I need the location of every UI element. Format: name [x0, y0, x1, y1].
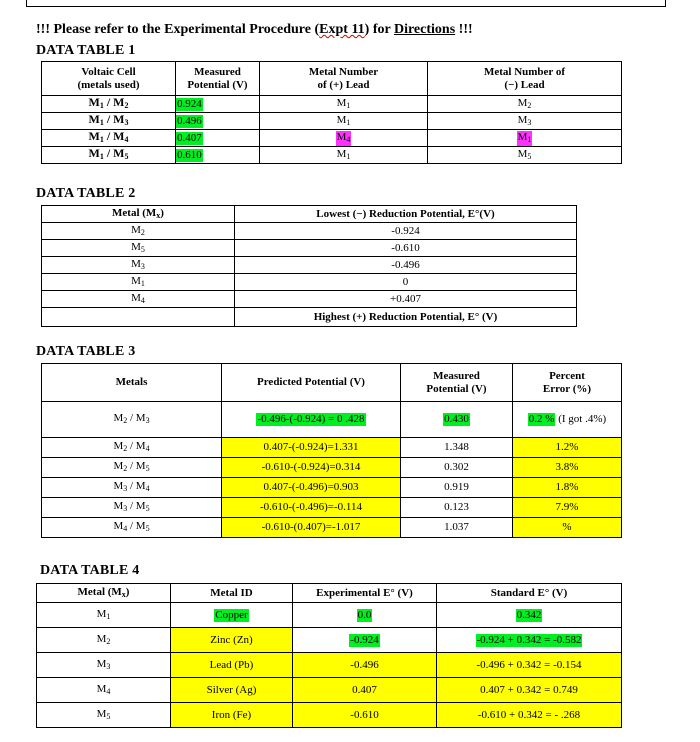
table3-header-row [42, 364, 622, 402]
t3-metals: $M_2 / M_3$ [42, 402, 222, 438]
t4-std: -0.924 + 0.342 = -0.582 [437, 628, 622, 653]
t4-std: -0.496 + 0.342 = -0.154 [437, 653, 622, 678]
t3-measured: 0.123 [401, 498, 513, 518]
t4-std: 0.407 + 0.342 = 0.749 [437, 678, 622, 703]
table-row [42, 257, 577, 274]
t2-footer-highest: Highest (+) Reduction Potential, E° (V) [235, 308, 577, 327]
table1-heading: DATA TABLE 1 [36, 43, 136, 58]
table-row [42, 402, 622, 438]
t1-cell: $M_1 / M_4$ [42, 130, 176, 147]
t3-error: 1.8% [513, 478, 622, 498]
table1-header-row [42, 62, 622, 96]
t3-predicted: -0.610-(-0.924)=0.314 [222, 458, 401, 478]
t4-metal: $M_1$ [37, 603, 171, 628]
table-row [42, 130, 622, 147]
t2-metal: $M_3$ [42, 257, 235, 274]
t3-metals: $M_3 / M_5$ [42, 498, 222, 518]
t4-id: Lead (Pb) [171, 653, 293, 678]
t1-pos: $M_1$ [260, 96, 428, 113]
t4-std: -0.610 + 0.342 = - .268 [437, 703, 622, 728]
t3-header-metals: Metals [42, 364, 222, 402]
t3-header-measured: Measured Potential (V) [401, 364, 513, 402]
top-border [26, 0, 666, 7]
t1-header-pos: Metal Number of (+) Lead [260, 62, 428, 96]
t4-id: Iron (Fe) [171, 703, 293, 728]
t3-error: 3.8% [513, 458, 622, 478]
t2-value: 0 [235, 274, 577, 291]
data-table-1 [41, 61, 622, 164]
t4-header-exp: Experimental E° (V) [293, 584, 437, 603]
t4-std: 0.342 [437, 603, 622, 628]
t1-cell: $M_1 / M_2$ [42, 96, 176, 113]
t4-metal: $M_5$ [37, 703, 171, 728]
title-expt: Expt 11 [319, 22, 365, 37]
table-row [42, 518, 622, 538]
t2-metal: $M_5$ [42, 240, 235, 257]
t1-header-cell: Voltaic Cell (metals used) [42, 62, 176, 96]
table-row [42, 113, 622, 130]
t4-exp: -0.924 [293, 628, 437, 653]
t4-id: Zinc (Zn) [171, 628, 293, 653]
title-text-end: !!! [455, 22, 473, 37]
t3-measured: 1.037 [401, 518, 513, 538]
t1-header-neg: Metal Number of (−) Lead [428, 62, 622, 96]
t3-metals: $M_2 / M_5$ [42, 458, 222, 478]
t3-error: 7.9% [513, 498, 622, 518]
data-table-3 [41, 363, 622, 538]
table2-header-row [42, 206, 577, 223]
t2-value: -0.924 [235, 223, 577, 240]
t4-id: Silver (Ag) [171, 678, 293, 703]
t4-id: Copper [171, 603, 293, 628]
table4-header-row [37, 584, 622, 603]
t3-measured: 0.430 [401, 402, 513, 438]
t4-exp: 0.407 [293, 678, 437, 703]
t1-neg: $M_3$ [428, 113, 622, 130]
t3-measured: 1.348 [401, 438, 513, 458]
table2-heading: DATA TABLE 2 [36, 186, 136, 201]
t1-pos: $M_4$ [260, 130, 428, 147]
t2-footer-empty [42, 308, 235, 327]
page-title [36, 22, 473, 38]
t2-metal: $M_4$ [42, 291, 235, 308]
t1-pot: 0.407 [176, 130, 260, 147]
t3-predicted: -0.610-(0.407)=-1.017 [222, 518, 401, 538]
t3-measured: 0.302 [401, 458, 513, 478]
table-row [42, 498, 622, 518]
t3-predicted: -0.496-(-0.924) = 0 .428 [222, 402, 401, 438]
t4-metal: $M_2$ [37, 628, 171, 653]
table-row [42, 458, 622, 478]
t3-metals: $M_4 / M_5$ [42, 518, 222, 538]
t1-neg: $M_1$ [428, 130, 622, 147]
t1-cell: $M_1 / M_5$ [42, 147, 176, 164]
t3-predicted: 0.407-(-0.496)=0.903 [222, 478, 401, 498]
t1-pot: 0.610 [176, 147, 260, 164]
t3-error: 0.2 % (I got .4%) [513, 402, 622, 438]
t4-header-std: Standard E° (V) [437, 584, 622, 603]
t3-error: % [513, 518, 622, 538]
t3-header-error: Percent Error (%) [513, 364, 622, 402]
table2-footer-row [42, 308, 577, 327]
t2-header-metal: Metal $(M_x)$ [42, 206, 235, 223]
t4-exp: 0.0 [293, 603, 437, 628]
t4-exp: -0.610 [293, 703, 437, 728]
data-table-4 [36, 583, 622, 728]
table-row [37, 653, 622, 678]
table-row [42, 240, 577, 257]
t2-value: -0.496 [235, 257, 577, 274]
t4-metal: $M_3$ [37, 653, 171, 678]
title-text: !!! Please refer to the Experimental Procedure ( [36, 22, 320, 37]
t4-header-metal: Metal $(M_x)$ [37, 584, 171, 603]
t2-header-lowest: Lowest (−) Reduction Potential, E°(V) [235, 206, 577, 223]
table-row [37, 603, 622, 628]
t1-pot: 0.496 [176, 113, 260, 130]
table-row [42, 147, 622, 164]
table-row [42, 438, 622, 458]
t1-neg: $M_2$ [428, 96, 622, 113]
table-row [37, 703, 622, 728]
t3-metals: $M_2 / M_4$ [42, 438, 222, 458]
t1-pos: $M_1$ [260, 147, 428, 164]
t1-header-potential: Measured Potential (V) [176, 62, 260, 96]
t3-error: 1.2% [513, 438, 622, 458]
t2-value: +0.407 [235, 291, 577, 308]
t3-metals: $M_3 / M_4$ [42, 478, 222, 498]
t2-metal: $M_2$ [42, 223, 235, 240]
data-table-2 [41, 205, 577, 327]
t3-predicted: 0.407-(-0.924)=1.331 [222, 438, 401, 458]
t3-predicted: -0.610-(-0.496)=-0.114 [222, 498, 401, 518]
table-row [42, 291, 577, 308]
t1-cell: $M_1 / M_3$ [42, 113, 176, 130]
table-row [42, 274, 577, 291]
t4-metal: $M_4$ [37, 678, 171, 703]
table-row [42, 96, 622, 113]
t3-measured: 0.919 [401, 478, 513, 498]
table-row [37, 628, 622, 653]
table4-heading: DATA TABLE 4 [40, 563, 140, 578]
t1-pos: $M_1$ [260, 113, 428, 130]
t1-neg: $M_5$ [428, 147, 622, 164]
title-directions: Directions [393, 22, 456, 37]
table-row [42, 223, 577, 240]
t2-value: -0.610 [235, 240, 577, 257]
t4-exp: -0.496 [293, 653, 437, 678]
table-row [42, 478, 622, 498]
t4-header-id: Metal ID [171, 584, 293, 603]
title-text-mid: ) for [364, 22, 394, 37]
t3-header-predicted: Predicted Potential (V) [222, 364, 401, 402]
table-row [37, 678, 622, 703]
t1-pot: 0.924 [176, 96, 260, 113]
t2-metal: $M_1$ [42, 274, 235, 291]
table3-heading: DATA TABLE 3 [36, 344, 136, 359]
